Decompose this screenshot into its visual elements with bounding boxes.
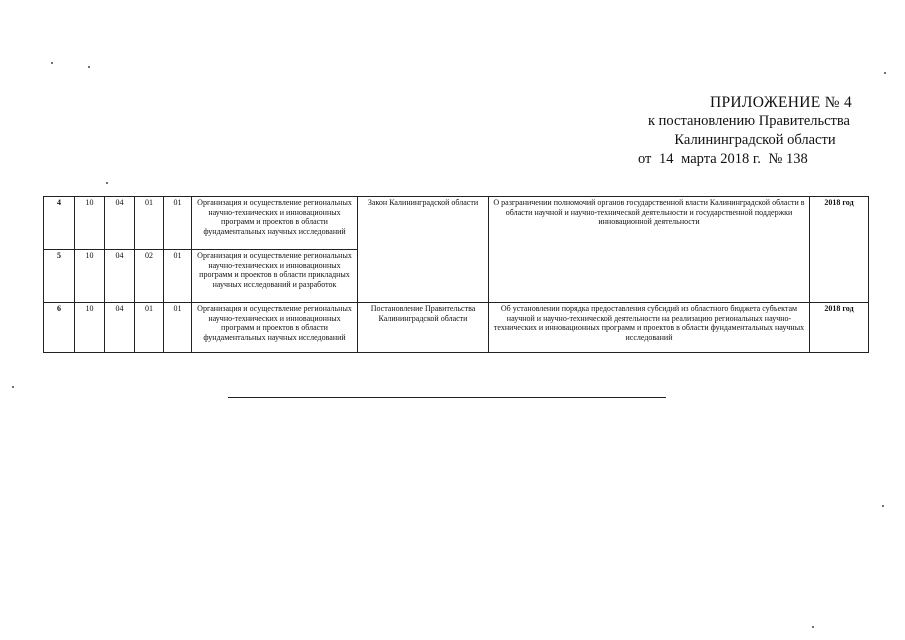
date-prefix: от <box>638 151 652 167</box>
document-title-cell: О разграничении полномочий органов государственной власти Калининградской области в области научной и научно-технической деятельности и государственной поддержки инновационной деятельности <box>489 197 810 303</box>
table-row <box>44 197 869 250</box>
region-name: Калининградской области <box>674 132 836 148</box>
resolution-reference: к постановлению Правительства <box>648 113 850 129</box>
date-rest: марта 2018 г. <box>681 151 761 167</box>
code-cell: 04 <box>105 197 135 250</box>
row-number: 4 <box>44 197 75 250</box>
document-type-cell: Закон Калининградской области <box>358 197 489 303</box>
code-cell: 04 <box>105 303 135 353</box>
row-number: 5 <box>44 250 75 303</box>
activity-cell: Организация и осуществление региональных научно-технических и инновационных программ и проектов в области прикладных научных исследований и разработок <box>192 250 358 303</box>
code-cell: 10 <box>75 197 105 250</box>
resolution-number: № 138 <box>768 151 808 167</box>
scan-speck <box>51 62 53 64</box>
closing-rule <box>228 397 666 398</box>
scan-speck <box>88 66 90 68</box>
activity-cell: Организация и осуществление региональных научно-технических и инновационных программ и проектов в области фундаментальных научных исследований <box>192 303 358 353</box>
code-cell: 10 <box>75 250 105 303</box>
scan-speck <box>106 182 108 184</box>
code-cell: 01 <box>164 303 192 353</box>
appendix-title: ПРИЛОЖЕНИЕ № 4 <box>710 94 853 111</box>
code-cell: 01 <box>164 250 192 303</box>
row-number: 6 <box>44 303 75 353</box>
scan-speck <box>884 72 886 74</box>
scan-speck <box>882 505 884 507</box>
table-row <box>44 303 869 353</box>
code-cell: 10 <box>75 303 105 353</box>
appendix-header <box>560 93 880 169</box>
code-cell: 01 <box>164 197 192 250</box>
scan-speck <box>12 386 14 388</box>
scan-speck <box>812 626 814 628</box>
date-day: 14 <box>659 151 674 167</box>
document-title-cell: Об установлении порядка предоставления субсидий из областного бюджета субъектам научной и научно-технической деятельности на реализацию региональных научно-технических и инновационных программ и проектов в области фундаментальных научных исследований <box>489 303 810 353</box>
legislation-table <box>43 196 869 353</box>
resolution-date <box>560 150 880 169</box>
code-cell: 01 <box>135 197 164 250</box>
document-type-cell: Постановление Правительства Калининградской области <box>358 303 489 353</box>
year-cell: 2018 год <box>810 303 869 353</box>
year-cell: 2018 год <box>810 197 869 303</box>
code-cell: 02 <box>135 250 164 303</box>
code-cell: 04 <box>105 250 135 303</box>
code-cell: 01 <box>135 303 164 353</box>
activity-cell: Организация и осуществление региональных научно-технических и инновационных программ и проектов в области фундаментальных научных исследований <box>192 197 358 250</box>
